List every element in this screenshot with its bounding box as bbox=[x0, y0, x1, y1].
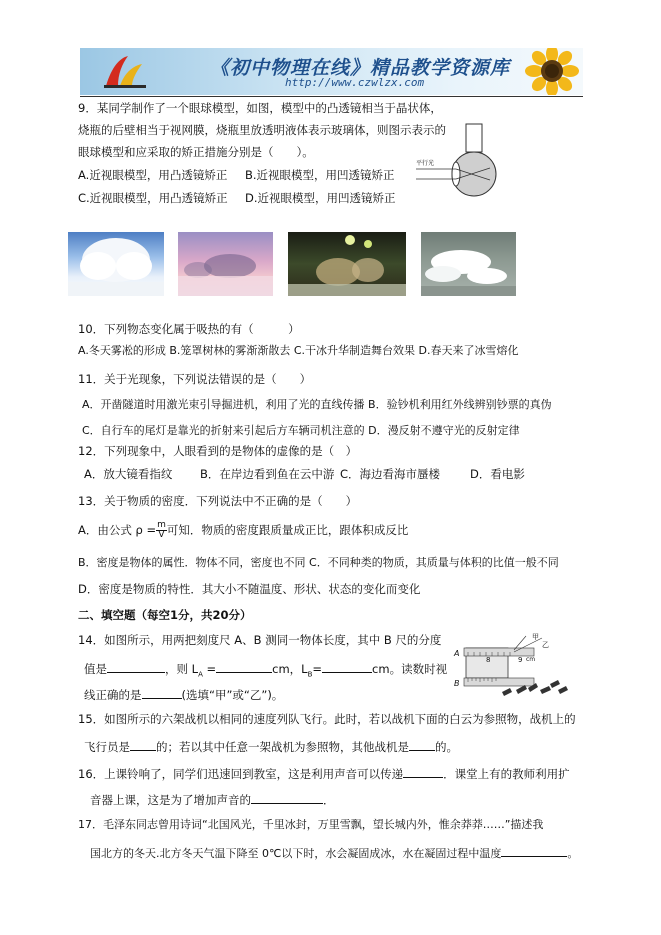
q14-blank-lb[interactable] bbox=[322, 660, 372, 673]
ruler-unit: cm bbox=[526, 656, 536, 663]
q17-line-2 bbox=[90, 844, 578, 862]
q14-text-b: ，则 L bbox=[165, 662, 199, 676]
q12-option-b: B．在岸边看到鱼在云中游 bbox=[200, 467, 335, 481]
fraction-denominator: V bbox=[158, 530, 165, 540]
ruler-diagram bbox=[452, 632, 570, 698]
q16-text-a: 16．上课铃响了，同学们迅速回到教室，这是利用声音可以传递 bbox=[78, 767, 404, 781]
density-fraction bbox=[156, 521, 167, 540]
section-fill-in-title: 二、填空题（每空1分，共20分） bbox=[78, 608, 252, 622]
q15-text-c: 的。 bbox=[435, 740, 458, 754]
q17-line-1: 17．毛泽东同志曾用诗词“北国风光，千里冰封，万里雪飘，望长城内外，惟余莽莽……”描述我 bbox=[78, 818, 544, 831]
banner-url: http://www.czwlzx.com bbox=[285, 76, 425, 89]
q14-text-c: = bbox=[202, 662, 217, 676]
view-label-jia: 甲 bbox=[532, 633, 539, 641]
ruler-figure bbox=[452, 632, 570, 698]
q16-text-d: ． bbox=[323, 793, 335, 807]
q14-blank-la[interactable] bbox=[216, 660, 272, 673]
q17-text-b: 。 bbox=[567, 847, 579, 860]
stage-fog-photo bbox=[288, 232, 406, 296]
q14-text-f: cm。读数时视 bbox=[372, 662, 448, 676]
q14-text-d: cm，L bbox=[272, 662, 308, 676]
q9-line-2: 烧瓶的后壁相当于视网膜，烧瓶里放透明液体表示玻璃体，则图示表示的 bbox=[78, 123, 446, 137]
q10-stem: 10．下列物态变化属于吸热的有（ ） bbox=[78, 322, 300, 336]
q15-text-b: 的；若以其中任意一架战机为参照物，其他战机是 bbox=[156, 740, 409, 754]
ruler-label-b: B bbox=[454, 679, 460, 688]
q12-option-a: A．放大镜看指纹 bbox=[84, 467, 173, 481]
q17-blank-1[interactable] bbox=[501, 844, 567, 857]
q14-text-h: (选填“甲”或“乙”)。 bbox=[181, 688, 284, 702]
q9-option-a: A.近视眼模型，用凸透镜矫正 bbox=[78, 168, 228, 182]
q16-line-2 bbox=[90, 791, 335, 808]
q14-line-3 bbox=[84, 686, 283, 703]
ruler-label-a: A bbox=[454, 649, 460, 658]
header-banner bbox=[80, 48, 583, 95]
q14-blank-view[interactable] bbox=[142, 686, 182, 699]
q16-text-c: 音器上课，这是为了增加声音的 bbox=[90, 793, 251, 807]
ruler-tick-8: 8 bbox=[486, 656, 491, 664]
q14-text-g: 线正确的是 bbox=[84, 688, 142, 702]
q16-blank-2[interactable] bbox=[251, 791, 323, 804]
q13-option-a-suffix: 可知．物质的密度跟质量成正比，跟体积成反比 bbox=[166, 523, 409, 537]
q9-line-1: 9．某同学制作了一个眼球模型，如图，模型中的凸透镜相当于晶状体， bbox=[78, 101, 442, 115]
q14-blank-division[interactable] bbox=[107, 660, 165, 673]
q12-stem: 12．下列现象中，人眼看到的是物体的虚像的是（ ） bbox=[78, 444, 358, 458]
fraction-numerator: m bbox=[157, 520, 166, 530]
logo-icon bbox=[98, 52, 158, 92]
q15-line-2 bbox=[84, 738, 458, 755]
q17-text-a: 国北方的冬天.北方冬天气温下降至 0℃以下时，水会凝固成冰，水在凝固过程中温度 bbox=[90, 847, 502, 860]
banner-title: 《初中物理在线》精品教学资源库 bbox=[210, 57, 511, 79]
q11-options-ab: A．开凿隧道时用激光束引导掘进机，利用了光的直线传播 B．验钞机利用红外线辨别钞票的真伪 bbox=[82, 398, 552, 411]
q13-option-a-prefix: A．由公式 ρ = bbox=[78, 523, 157, 537]
q12-option-d: D．看电影 bbox=[470, 467, 525, 481]
melting-ice-image bbox=[421, 232, 516, 296]
q16-text-b: ．课堂上有的教师利用扩 bbox=[443, 767, 570, 781]
q13-option-bc: B．密度是物体的属性．物体不同，密度也不同 C．不同种类的物质，其质量与体积的比值一般不同 bbox=[78, 556, 559, 569]
melting-ice-photo bbox=[421, 232, 516, 296]
q9-option-b: B.近视眼模型，用凹透镜矫正 bbox=[245, 168, 395, 182]
q15-blank-2[interactable] bbox=[409, 738, 435, 751]
q15-text-a: 飞行员是 bbox=[84, 740, 130, 754]
sunflower-icon bbox=[520, 48, 583, 95]
header-rule bbox=[80, 96, 583, 97]
eye-model-figure bbox=[412, 120, 500, 210]
q12-option-c: C．海边看海市蜃楼 bbox=[340, 467, 441, 481]
q9-option-d: D.近视眼模型，用凹透镜矫正 bbox=[245, 191, 396, 205]
q15-blank-1[interactable] bbox=[130, 738, 156, 751]
parallel-light-label: 平行光 bbox=[416, 160, 435, 167]
q13-option-a bbox=[78, 521, 408, 540]
q14-text-e: = bbox=[312, 662, 323, 676]
misty-forest-image bbox=[178, 232, 273, 296]
q14-text-a: 值是 bbox=[84, 662, 107, 676]
view-label-yi: 乙 bbox=[542, 641, 549, 649]
frost-tree-image bbox=[68, 232, 164, 296]
q14-line-1: 14．如图所示，用两把刻度尺 A、B 测同一物体长度，其中 B 尺的分度 bbox=[78, 633, 442, 647]
q14-line-2 bbox=[84, 660, 447, 682]
q9-option-c: C.近视眼模型，用凸透镜矫正 bbox=[78, 191, 228, 205]
q14-sub-a: A bbox=[198, 670, 203, 679]
q14-sub-b: B bbox=[307, 670, 313, 679]
misty-forest-photo bbox=[178, 232, 273, 296]
q13-stem: 13．关于物质的密度．下列说法中不正确的是（ ） bbox=[78, 494, 358, 508]
q16-line-1 bbox=[78, 765, 570, 782]
q9-line-3: 眼球模型和应采取的矫正措施分别是（ ）。 bbox=[78, 145, 314, 159]
q15-line-1: 15．如图所示的六架战机以相同的速度列队飞行。此时，若以战机下面的白云为参照物，战机上的 bbox=[78, 712, 576, 726]
q13-option-d: D．密度是物质的特性．其大小不随温度、形状、状态的变化而变化 bbox=[78, 582, 421, 596]
q11-stem: 11．关于光现象，下列说法错误的是（ ） bbox=[78, 372, 312, 386]
stage-fog-image bbox=[288, 232, 406, 296]
q11-options-cd: C．自行车的尾灯是靠光的折射来引起后方车辆司机注意的 D．漫反射不遵守光的反射定律 bbox=[82, 424, 520, 437]
frost-tree-photo bbox=[68, 232, 164, 296]
ruler-tick-9: 9 bbox=[518, 656, 523, 664]
q16-blank-1[interactable] bbox=[403, 765, 443, 778]
q10-options: A.冬天雾凇的形成 B.笼罩树林的雾渐渐散去 C.干冰升华制造舞台效果 D.春天来了冰雪熔化 bbox=[78, 344, 519, 357]
